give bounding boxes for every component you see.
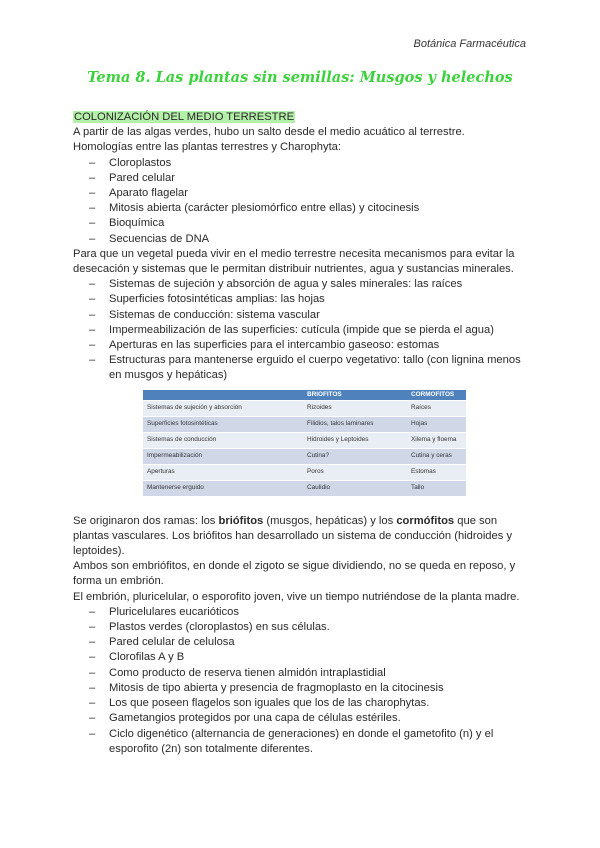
section-heading-text: COLONIZACIÓN DEL MEDIO TERRESTRE <box>74 111 295 123</box>
table-cell: Hojas <box>407 416 466 432</box>
text-run: que son plantas vasculares. Los briófitos han desarrollado un sistema de conducción (hidroides y leptoides). <box>73 514 513 558</box>
list-item: – Cloroplastos <box>73 156 533 171</box>
list-item: – Sistemas de sujeción y absorción de agua y sales minerales: las raíces <box>73 277 533 292</box>
term-cormofitos: cormófitos <box>396 514 455 527</box>
characteristics-list <box>73 605 533 757</box>
list-item: – Pared celular de celulosa <box>73 635 533 650</box>
list-item: – Superficies fotosintéticas amplias: las hojas <box>73 292 533 307</box>
mechanisms-list <box>73 277 533 383</box>
table-cell: Sistemas de sujeción y absorción <box>143 400 303 416</box>
table-header-cell <box>143 390 303 401</box>
page-title: Tema 8. Las plantas sin semillas: Musgos y helechos <box>87 69 513 86</box>
list-item: – Clorofilas A y B <box>73 650 533 665</box>
paragraph-homologies: Homologías entre las plantas terrestres y Charophyta: <box>73 141 342 154</box>
paragraph-intro: A partir de las algas verdes, hubo un salto desde el medio acuático al terrestre. <box>73 126 465 139</box>
table-cell: Tallo <box>407 480 466 496</box>
table-cell: Xilema y floema <box>407 432 466 448</box>
table-row <box>143 400 466 416</box>
list-item: – Mitosis de tipo abierta y presencia de fragmoplasto en la citocinesis <box>73 681 533 696</box>
table-cell: Filidios, talos laminares <box>303 416 407 432</box>
list-item: – Como producto de reserva tienen almidón intraplastidial <box>73 666 533 681</box>
list-item: – Pluricelulares eucarióticos <box>73 605 533 620</box>
section-heading <box>73 110 533 125</box>
paragraph-embryo: El embrión, pluricelular, o esporofito joven, vive un tiempo nutriéndose de la planta madre. <box>73 590 520 603</box>
paragraph-terrestrial: Para que un vegetal pueda vivir en el medio terrestre necesita mecanismos para evitar la desecación y sistemas que le permitan distribuir nutrientes, agua y sustancias minerales. <box>73 247 515 276</box>
table-cell: Cutina y ceras <box>407 448 466 464</box>
list-item: – Aparato flagelar <box>73 186 533 201</box>
list-item: – Secuencias de DNA <box>73 232 533 247</box>
table-row <box>143 464 466 480</box>
text-run: Se originaron dos ramas: los <box>73 514 219 527</box>
comparison-table-wrap <box>143 390 466 496</box>
comparison-table <box>143 390 466 496</box>
term-briofitos: briófitos <box>218 514 264 527</box>
list-item: – Aperturas en las superficies para el intercambio gaseoso: estomas <box>73 338 533 353</box>
list-item: – Estructuras para mantenerse erguido el cuerpo vegetativo: tallo (con lignina menos en musgos y hepáticas) <box>73 353 533 383</box>
table-cell: Poros <box>303 464 407 480</box>
table-cell: Mantenerse erguido <box>143 480 303 496</box>
table-row <box>143 432 466 448</box>
table-cell: Estomas <box>407 464 466 480</box>
list-item: – Sistemas de conducción: sistema vascular <box>73 308 533 323</box>
list-item: – Los que poseen flagelos son iguales que los de las charophytas. <box>73 696 533 711</box>
table-row <box>143 480 466 496</box>
paragraph-embryophytes: Ambos son embriófitos, en donde el zigoto se sigue dividiendo, no se queda en reposo, y forma un embrión. <box>73 560 516 588</box>
text-run: (musgos, hepáticas) y los <box>263 514 397 527</box>
table-cell: Impermeabilización <box>143 448 303 464</box>
table-row <box>143 448 466 464</box>
list-item: – Bioquímica <box>73 216 533 231</box>
list-item: – Pared celular <box>73 171 533 186</box>
paragraph-branches <box>73 514 533 560</box>
table-cell: Caulidio <box>303 480 407 496</box>
table-cell: Sistemas de conducción <box>143 432 303 448</box>
table-row <box>143 416 466 432</box>
list-item: – Plastos verdes (cloroplastos) en sus células. <box>73 620 533 635</box>
table-cell: Raíces <box>407 400 466 416</box>
course-header: Botánica Farmacéutica <box>413 38 526 50</box>
document-body <box>73 110 533 757</box>
list-item: – Impermeabilización de las superficies: cutícula (impide que se pierda el agua) <box>73 323 533 338</box>
list-item: – Gametangios protegidos por una capa de células estériles. <box>73 711 533 726</box>
table-header-row <box>143 390 466 401</box>
table-header-cell: BRIOFITOS <box>303 390 407 401</box>
table-cell: Hidroides y Leptoides <box>303 432 407 448</box>
table-cell: Cutina? <box>303 448 407 464</box>
list-item: – Ciclo digenético (alternancia de generaciones) en donde el gametofito (n) y el esporofito (2n) son totalmente diferentes. <box>73 727 533 757</box>
table-header-cell: CORMOFITOS <box>407 390 466 401</box>
list-item: – Mitosis abierta (carácter plesiomórfico entre ellas) y citocinesis <box>73 201 533 216</box>
table-cell: Superficies fotosintéticas <box>143 416 303 432</box>
table-cell: Rizoides <box>303 400 407 416</box>
table-cell: Aperturas <box>143 464 303 480</box>
homologies-list <box>73 156 533 247</box>
